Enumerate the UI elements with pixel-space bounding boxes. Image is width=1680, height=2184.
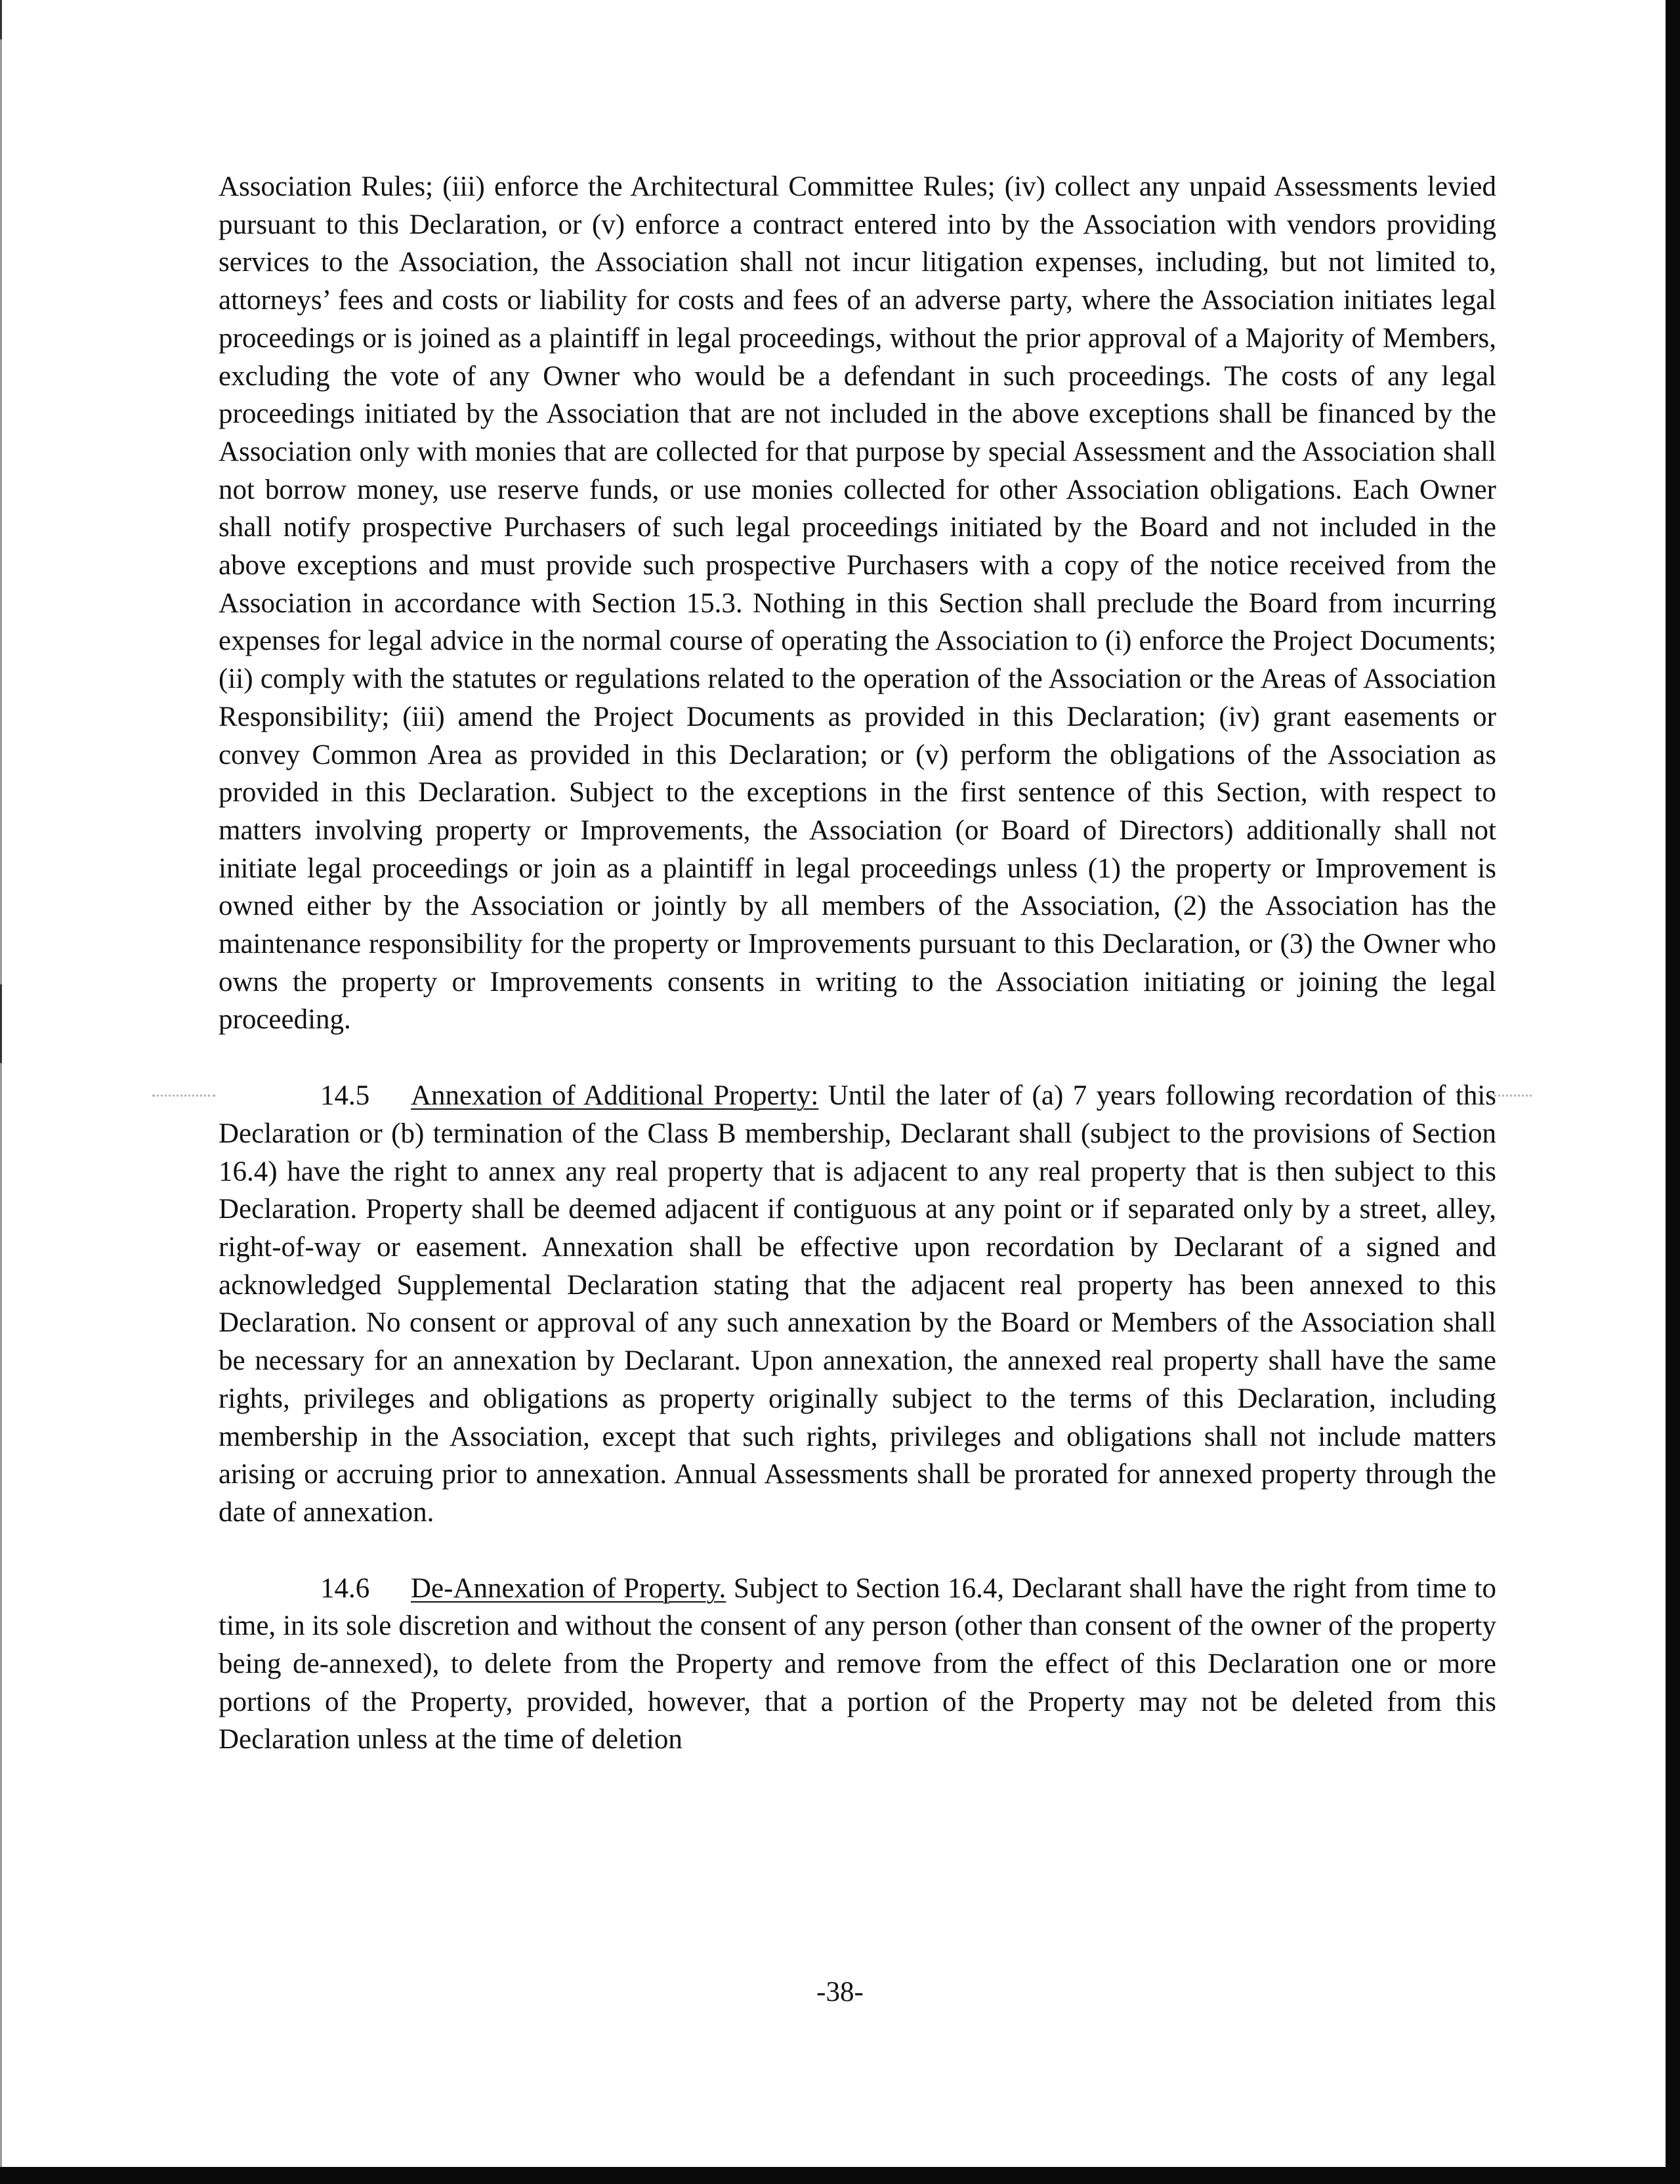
section-text: Until the later of (a) 7 years following recordation of this Declaration or (b) termination of the Class B membership, Declarant shall (subject to the provisions of Section 16.4) have the right to annex any real property that is adjacent to any real property that is then subject to this Declaration. Property shall be deemed adjacent if contiguous at any point or if separated only by a street, alley, right-of-way or easement. Annexation shall be effective upon recordation by Declarant of a signed and acknowledged Supplemental Declaration stating that the adjacent real property has been annexed to this Declaration. No consent or approval of any such annexation by the Board or Members of the Association shall be necessary for an annexation by Declarant. Upon annexation, the annexed real property shall have the same rights, privileges and obligations as property originally subject to the terms of this Declaration, including membership in the Association, except that such rights, privileges and obligations shall not include matters arising or accruing prior to annexation. Annual Assessments shall be prorated for annexed property through the date of annexation.: [219, 1080, 1497, 1528]
scan-left-edge: [0, 0, 2, 2184]
scan-bottom-border: [0, 2167, 1680, 2184]
section-14-6: [219, 1570, 1496, 1759]
section-14-5: [219, 1077, 1496, 1531]
scan-right-border: [1666, 0, 1680, 2184]
document-body: [219, 168, 1496, 1759]
scan-left-mark: [0, 984, 2, 1063]
scan-left-mark: [0, 0, 2, 39]
section-text: Subject to Section 16.4, Declarant shall have the right from time to time, in its sole discretion and without the consent of any person (other than consent of the owner of the property being de-annexed), to delete from the Property and remove from the effect of this Declaration one or more portions of the Property, provided, however, that a portion of the Property may not be deleted from this Declaration unless at the time of deletion: [219, 1572, 1496, 1755]
section-number: 14.5: [320, 1080, 370, 1112]
scan-dotted-mark: [152, 1095, 215, 1097]
continued-paragraph: Association Rules; (iii) enforce the Architectural Committee Rules; (iv) collect any unpaid Assessments levied pursuant to this Declaration, or (v) enforce a contract entered into by the Association with vendors providing services to the Association, the Association shall not incur litigation expenses, including, but not limited to, attorneys’ fees and costs or liability for costs and fees of an adverse party, where the Association initiates legal proceedings or is joined as a plaintiff in legal proceedings, without the prior approval of a Majority of Members, excluding the vote of any Owner who would be a defendant in such proceedings. The costs of any legal proceedings initiated by the Association that are not included in the above exceptions shall be financed by the Association only with monies that are collected for that purpose by special Assessment and the Association shall not borrow money, use reserve funds, or use monies collected for other Association obligations. Each Owner shall notify prospective Purchasers of such legal proceedings initiated by the Board and not included in the above exceptions and must provide such prospective Purchasers with a copy of the notice received from the Association in accordance with Section 15.3. Nothing in this Section shall preclude the Board from incurring expenses for legal advice in the normal course of operating the Association to (i) enforce the Project Documents; (ii) comply with the statutes or regulations related to the operation of the Association or the Areas of Association Responsibility; (iii) amend the Project Documents as provided in this Declaration; (iv) grant easements or convey Common Area as provided in this Declaration; or (v) perform the obligations of the Association as provided in this Declaration. Subject to the exceptions in the first sentence of this Section, with respect to matters involving property or Improvements, the Association (or Board of Directors) additionally shall not initiate legal proceedings or join as a plaintiff in legal proceedings unless (1) the property or Improvement is owned either by the Association or jointly by all members of the Association, (2) the Association has the maintenance responsibility for the property or Improvements pursuant to this Declaration, or (3) the Owner who owns the property or Improvements consents in writing to the Association initiating or joining the legal proceeding.: [219, 171, 1496, 1036]
page-number: -38-: [816, 1977, 864, 2007]
section-number: 14.6: [320, 1572, 370, 1604]
section-title: De-Annexation of Property.: [411, 1572, 726, 1604]
section-title: Annexation of Additional Property:: [411, 1080, 819, 1112]
